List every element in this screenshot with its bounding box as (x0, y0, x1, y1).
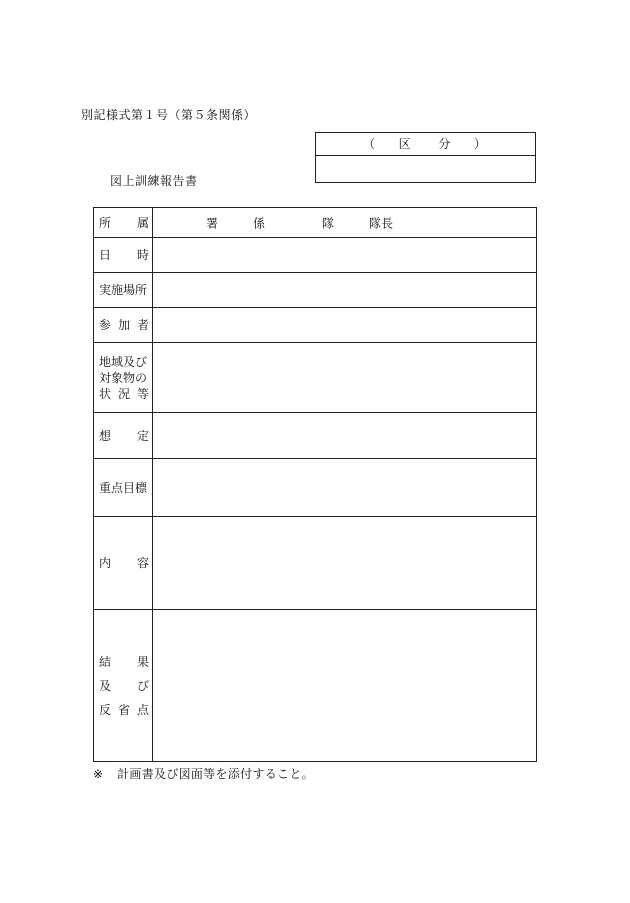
affiliation-unit-suffix: 隊 (322, 216, 335, 230)
row-affiliation (94, 208, 537, 238)
label-char: 及 (99, 678, 112, 693)
label-area (94, 343, 153, 413)
row-participants (94, 308, 537, 343)
reference-mark: ※ (93, 767, 104, 781)
label-results (94, 610, 153, 762)
row-key-goals (94, 459, 537, 517)
label-char: 定 (136, 428, 149, 443)
report-table (93, 207, 537, 762)
classification-paren-close: ） (474, 137, 489, 151)
footer-note (93, 765, 314, 782)
label-char: 状 (99, 386, 112, 401)
value-location[interactable] (153, 273, 537, 308)
row-content (94, 517, 537, 610)
row-results (94, 610, 537, 762)
row-datetime (94, 238, 537, 273)
classification-label-ku: 区 (398, 137, 413, 151)
label-char: 加 (117, 318, 130, 332)
label-char: 参 (99, 318, 112, 332)
value-content[interactable] (153, 517, 537, 610)
label-char: 属 (136, 215, 149, 230)
value-datetime[interactable] (153, 238, 537, 273)
label-char: 所 (99, 215, 112, 230)
footer-note-text: 計画書及び図面等を添付すること。 (117, 767, 314, 781)
label-char: 容 (136, 556, 149, 570)
row-location (94, 273, 537, 308)
label-char: 況 (117, 386, 130, 401)
label-affiliation (94, 208, 153, 238)
row-scenario (94, 413, 537, 459)
label-char: 点 (136, 702, 149, 717)
label-text: 実施場所 (99, 283, 148, 297)
label-char: 者 (136, 318, 149, 332)
label-text: 対象物の (99, 370, 148, 385)
value-results[interactable] (153, 610, 537, 762)
value-area[interactable] (153, 343, 537, 413)
affiliation-section-suffix: 係 (253, 216, 266, 230)
label-char: 日 (99, 248, 112, 262)
form-id: 別記様式第１号（第５条関係） (81, 108, 257, 122)
label-char: 内 (99, 556, 112, 570)
label-scenario (94, 413, 153, 459)
value-scenario[interactable] (153, 413, 537, 459)
label-text: 地域及び (99, 354, 148, 369)
label-char: 結 (99, 654, 112, 669)
doc-title: 図上訓練報告書 (110, 174, 198, 188)
label-char: 時 (136, 248, 149, 262)
classification-box (315, 132, 536, 183)
label-char: 想 (99, 428, 112, 443)
classification-label-bun: 分 (438, 137, 453, 151)
label-char: び (136, 678, 149, 693)
label-text: 重点目標 (99, 480, 148, 495)
value-participants[interactable] (153, 308, 537, 343)
affiliation-station-suffix: 署 (206, 216, 219, 230)
affiliation-captain-suffix: 隊長 (369, 216, 394, 230)
classification-heading (316, 133, 535, 156)
value-affiliation[interactable] (153, 208, 537, 238)
classification-value-field[interactable] (316, 156, 535, 182)
label-char: 省 (117, 702, 130, 717)
value-key-goals[interactable] (153, 459, 537, 517)
label-char: 等 (136, 386, 149, 401)
label-datetime (94, 238, 153, 273)
classification-paren-open: （ (362, 137, 377, 151)
label-location (94, 273, 153, 308)
label-participants (94, 308, 153, 343)
row-area (94, 343, 537, 413)
label-content (94, 517, 153, 610)
label-char: 反 (99, 702, 112, 717)
label-key-goals (94, 459, 153, 517)
label-char: 果 (136, 654, 149, 669)
